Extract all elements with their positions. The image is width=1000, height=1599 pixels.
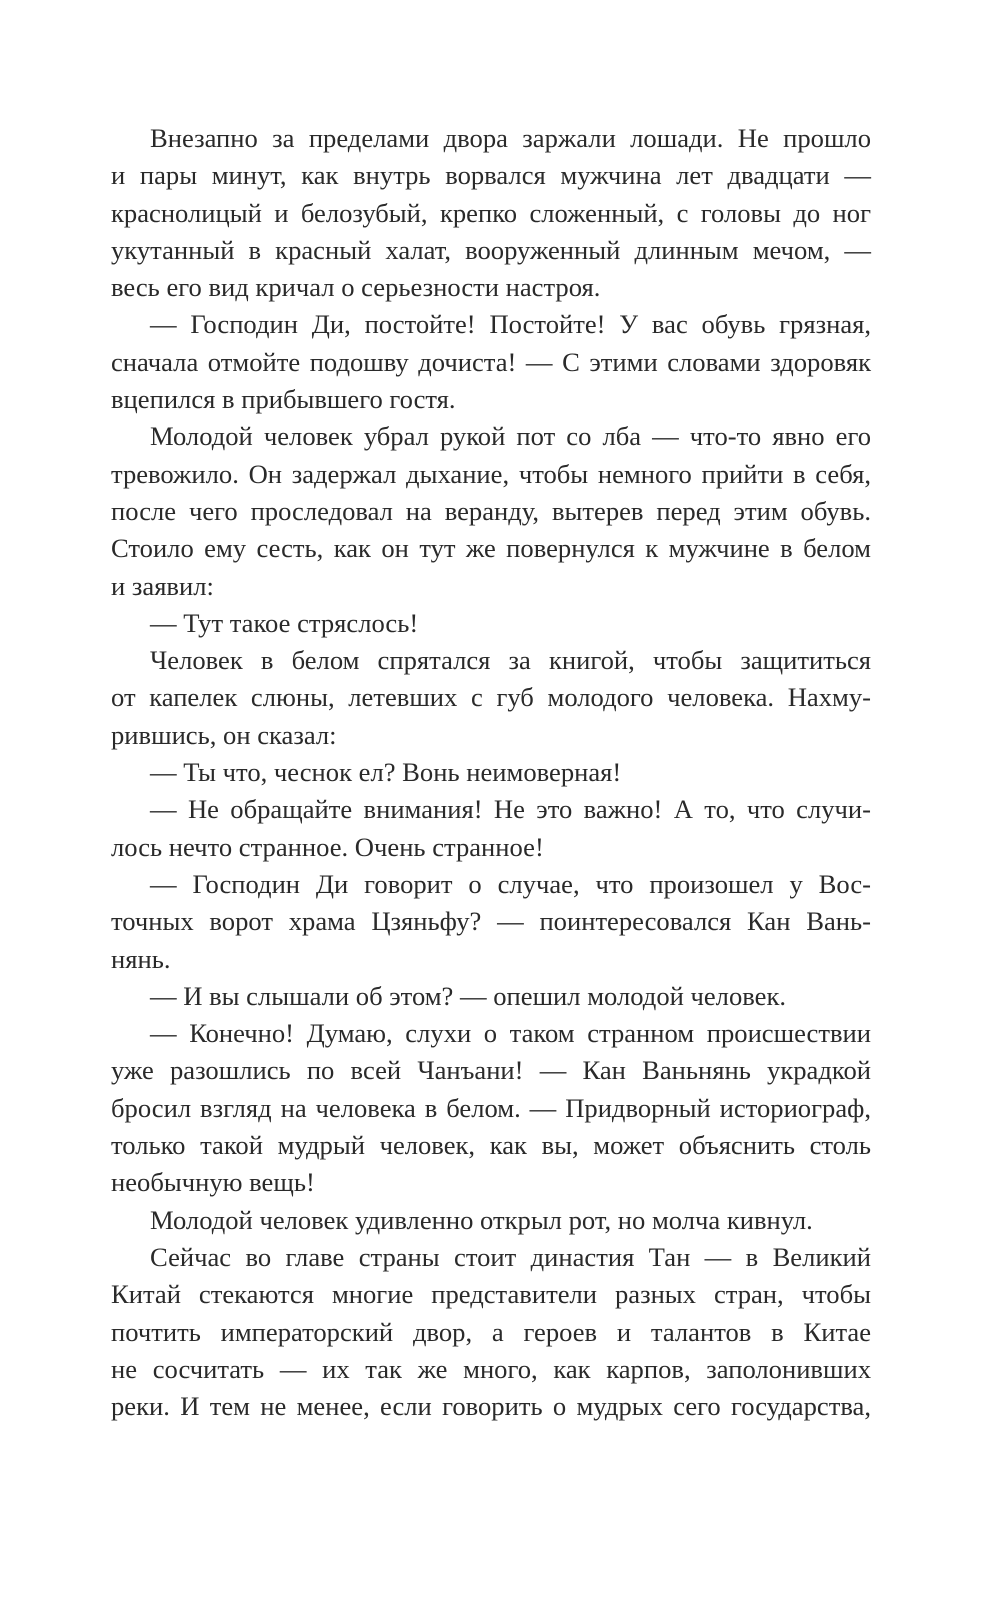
text-line: Внезапно за пределами двора заржали лошади. Не прошло xyxy=(150,123,871,153)
text-line: тревожило. Он задержал дыхание, чтобы немного прийти в себя, xyxy=(111,458,871,489)
text-line: и заявил: xyxy=(111,570,214,601)
text-line: необычную вещь! xyxy=(111,1167,315,1198)
text-line: вцепился в прибывшего гостя. xyxy=(111,384,456,415)
text-line: Китай стекаются многие представители разных стран, чтобы xyxy=(111,1279,871,1310)
text-line: только такой мудрый человек, как вы, может объяснить столь xyxy=(111,1130,871,1161)
text-line: точных ворот храма Цзяньфу? — поинтересовался Кан Вань- xyxy=(111,906,871,937)
text-line: от капелек слюны, летевших с губ молодого человека. Нахму- xyxy=(111,682,871,713)
text-line: сначала отмойте подошву дочиста! — С этими словами здоровяк xyxy=(111,346,871,377)
text-line: — Не обращайте внимания! Не это важно! А то, что случи- xyxy=(150,794,871,825)
text-line: реки. И тем не менее, если говорить о мудрых сего государства, xyxy=(111,1391,871,1422)
text-line: уже разошлись по всей Чанъани! — Кан Ваньнянь украдкой xyxy=(111,1055,871,1086)
text-line: весь его вид кричал о серьезности настроя. xyxy=(111,272,601,303)
text-line: и пары минут, как внутрь ворвался мужчина лет двадцати — xyxy=(111,160,871,191)
text-line: — Господин Ди говорит о случае, что произошел у Вос- xyxy=(150,868,871,899)
text-line: Сейчас во главе страны стоит династия Тан — в Великий xyxy=(150,1241,871,1272)
text-line: — И вы слышали об этом? — опешил молодой человек. xyxy=(150,980,787,1011)
text-line: Стоило ему сесть, как он тут же повернулся к мужчине в белом xyxy=(111,533,871,564)
text-line: рившись, он сказал: xyxy=(111,719,337,750)
text-line: не сосчитать — их так же много, как карпов, заполонивших xyxy=(111,1353,871,1384)
text-line: лось нечто странное. Очень странное! xyxy=(111,831,544,862)
text-line: краснолицый и белозубый, крепко сложенный, с головы до ног xyxy=(111,197,871,228)
text-line: бросил взгляд на человека в белом. — Придворный историограф, xyxy=(111,1092,871,1123)
text-line: — Господин Ди, постойте! Постойте! У вас обувь грязная, xyxy=(150,309,871,340)
text-line: — Ты что, чеснок ел? Вонь неимоверная! xyxy=(150,757,622,788)
text-line: — Тут такое стряслось! xyxy=(150,607,419,638)
text-line: почтить императорский двор, а героев и талантов в Китае xyxy=(111,1316,871,1347)
text-line: после чего проследовал на веранду, вытерев перед этим обувь. xyxy=(111,495,871,526)
text-line: укутанный в красный халат, вооруженный длинным мечом, — xyxy=(111,234,871,265)
text-line: Человек в белом спрятался за книгой, чтобы защититься xyxy=(150,645,871,676)
text-line: Молодой человек удивленно открыл рот, но молча кивнул. xyxy=(150,1204,813,1235)
text-line: нянь. xyxy=(111,943,171,974)
text-line: — Конечно! Думаю, слухи о таком странном происшествии xyxy=(150,1018,871,1049)
text-line: Молодой человек убрал рукой пот со лба — что-то явно его xyxy=(150,421,871,452)
book-page-text xyxy=(111,120,871,1425)
